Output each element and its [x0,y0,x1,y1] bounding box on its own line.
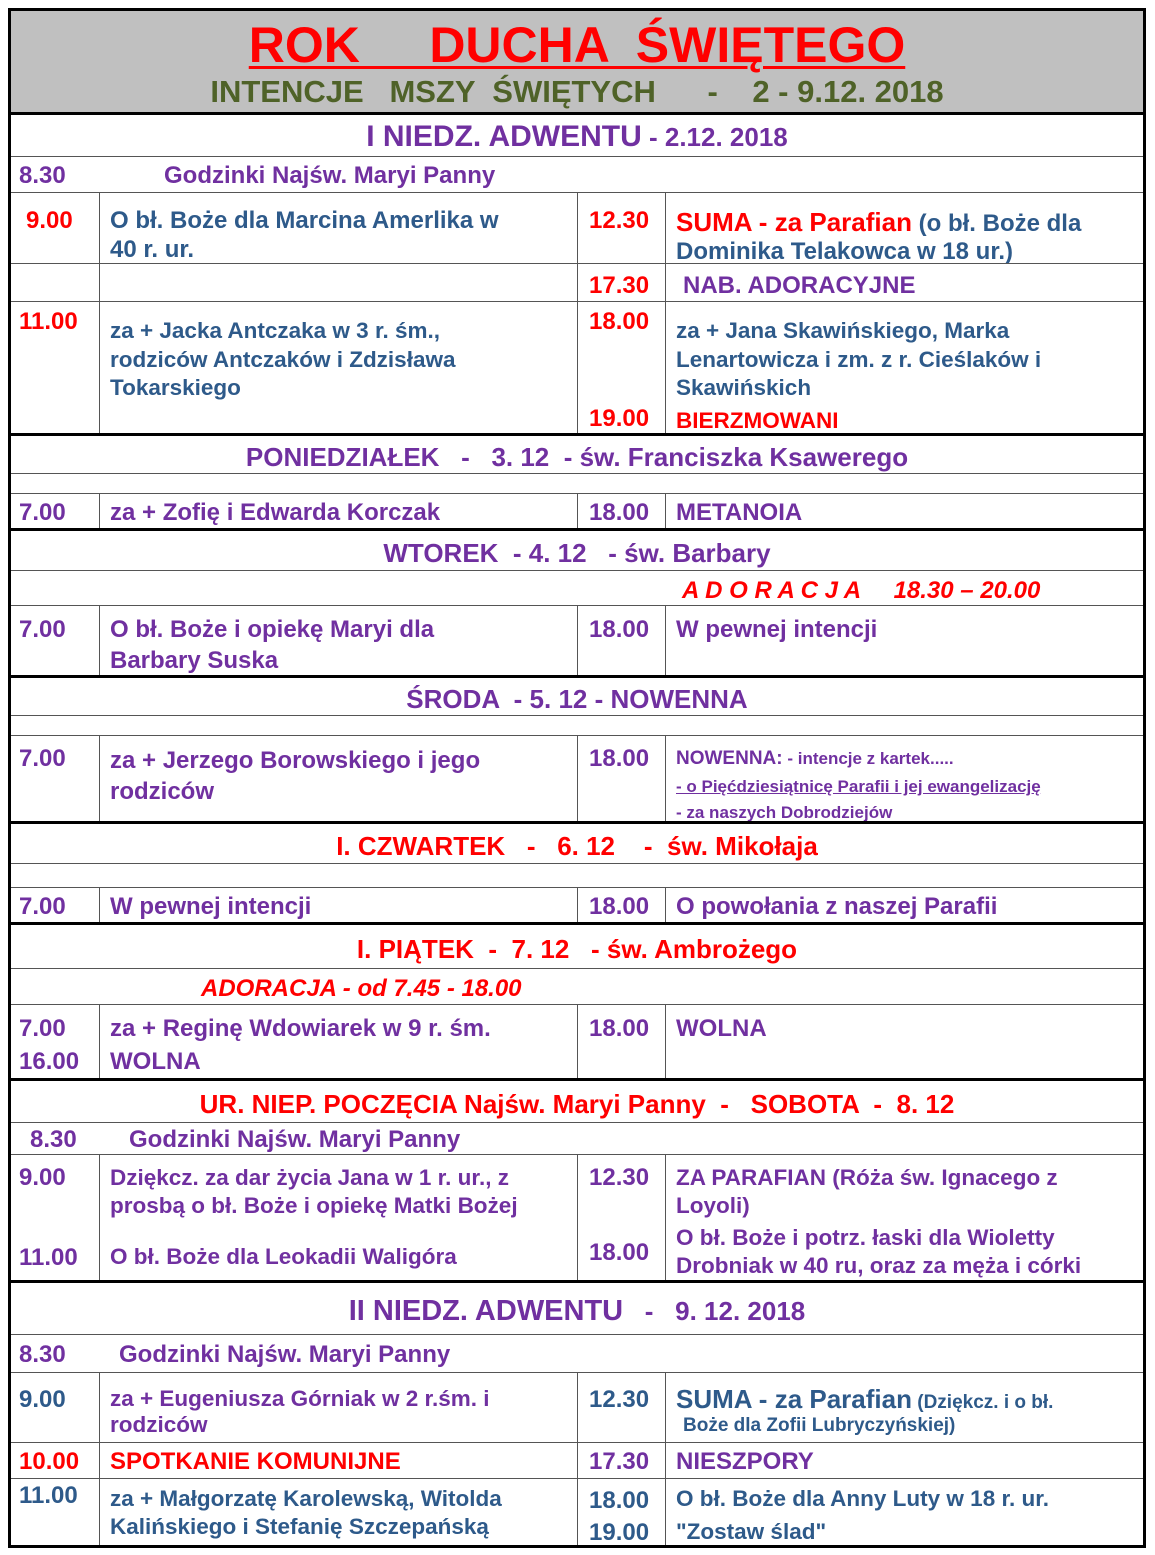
wed-time-am: 7.00 [19,745,66,772]
sun2-time-1900: 19.00 [589,1519,650,1546]
wed-nowenna-l1 [676,748,954,770]
sun2-time-1000: 10.00 [19,1448,80,1475]
sun2-heading-date: - 9. 12. 2018 [623,1296,806,1326]
tue-intent-pm: W pewnej intencji [676,616,878,643]
thu-heading-row [11,821,1143,863]
wed-nowenna-l3: - za naszych Dobrodziejów [676,803,893,822]
sun1-time-900: 9.00 [26,207,73,234]
sun2-time-1800: 18.00 [589,1487,650,1514]
mon-heading: PONIEDZIAŁEK - 3. 12 - św. Franciszka Ksawerego [245,442,909,472]
sun2-time-1730: 17.30 [589,1448,650,1475]
mon-time-am: 7.00 [19,499,66,526]
tue-heading-row [11,528,1143,570]
sun2-intent-1100-l1: za + Małgorzatę Karolewską, Witolda [110,1486,502,1511]
sun1-heading-main: I NIEDZ. ADWENTU [366,120,642,153]
mon-intent-am: za + Zofię i Edwarda Korczak [110,499,441,526]
fri-time-pm: 18.00 [589,1015,650,1042]
sun1-intent-1230-l2: Dominika Telakowca w 18 ur.) [676,238,1014,265]
sun1-intent-1230-l1 [676,207,1081,238]
sun2-intent-900-l2: rodziców [110,1412,208,1437]
thu-time-pm: 18.00 [589,893,650,920]
fri-intent-am: za + Reginę Wdowiarek w 9 r. śm. [110,1015,491,1042]
sun2-time-1230: 12.30 [589,1386,650,1413]
sat-intent-900-l1: Dziękcz. za dar życia Jana w 1 r. ur., z [110,1165,509,1190]
sun1-godzinki-row [11,156,1143,192]
sun1-intent-1900: BIERZMOWANI [676,408,839,433]
sun1-intent-1800-l1: za + Jana Skawińskiego, Marka [676,318,1010,343]
mon-intent-pm: METANOIA [676,499,803,526]
thu-heading: I. CZWARTEK - 6. 12 - św. Mikołaja [336,831,818,861]
thu-time-am: 7.00 [19,893,66,920]
sun1-time-1100: 11.00 [19,308,78,335]
sun2-row-1000 [11,1442,1143,1478]
thu-intent-pm: O powołania z naszej Parafii [676,893,998,920]
sun2-row-1100 [11,1478,1143,1545]
tue-heading: WTOREK - 4. 12 - św. Barbary [383,538,771,568]
wed-heading-row [11,675,1143,715]
wed-heading: ŚRODA - 5. 12 - NOWENNA [406,684,748,714]
sun1-suma: SUMA - za Parafian [676,207,912,237]
sun2-time-900: 9.00 [19,1386,66,1413]
fri-adoracja: ADORACJA - od 7.45 - 18.00 [201,975,522,1002]
sun1-godzinki-time: 8.30 [19,162,66,189]
fri-heading: I. PIĄTEK - 7. 12 - św. Ambrożego [356,934,798,964]
sat-intent-900-l2: prosbą o bł. Boże i opiekę Matki Bożej [110,1193,518,1218]
fri-time-am: 7.00 [19,1015,66,1042]
sat-row [11,1154,1143,1280]
fri-time-1600: 16.00 [19,1048,80,1075]
sun2-intent-1800: O bł. Boże dla Anny Luty w 18 r. ur. [676,1486,1049,1511]
sun1-suma-paren: (o bł. Boże dla [911,210,1082,237]
sun2-intent-900-l1: za + Eugeniusza Górniak w 2 r.śm. i [110,1386,490,1411]
wed-intent-am-l2: rodziców [110,778,215,805]
sun2-row-900 [11,1372,1143,1442]
wed-nowenna-l2: - o Pięćdziesiątnicę Parafii i jej ewangelizację [676,777,1041,796]
sun2-intent-1900: "Zostaw ślad" [676,1519,827,1544]
sun2-intent-1100-l2: Kalińskiego i Stefanię Szczepańską [110,1514,489,1539]
page-title: ROK DUCHA ŚWIĘTEGO [248,17,906,73]
sun2-godzinki-time: 8.30 [19,1341,66,1368]
fri-row [11,1004,1143,1078]
sun2-suma-paren: (Dziękcz. i o bł. [911,1392,1054,1413]
mon-spacer [11,473,1143,493]
sun1-intent-1800-l2: Lenartowicza i zm. z r. Cieślaków i [676,347,1042,372]
sat-godzinki-row [11,1122,1143,1154]
sun1-intent-900-l1: O bł. Boże dla Marcina Amerlika w [110,207,499,234]
sun2-intent-1730: NIESZPORY [676,1448,814,1475]
sat-heading-row [11,1078,1143,1122]
sat-godzinki-text: Godzinki Najśw. Maryi Panny [129,1126,461,1153]
sun1-intent-1100-l3: Tokarskiego [110,375,241,400]
wed-nowenna-text1: - intencje z kartek..... [782,749,954,768]
tue-intent-am-l2: Barbary Suska [110,647,279,674]
sat-godzinki-time: 8.30 [30,1126,77,1153]
sun2-intent-1230-l2: Boże dla Zofii Lubryczyńskiej) [683,1415,956,1436]
sun2-time-1100: 11.00 [19,1482,78,1509]
sun2-heading [11,1280,1143,1334]
sat-time-1800: 18.00 [589,1239,650,1266]
fri-intent-pm: WOLNA [676,1015,767,1042]
sun1-row-1100 [11,301,1143,433]
sat-intent-1230-l2: Loyoli) [676,1193,750,1218]
sun2-intent-1230-l1 [676,1384,1053,1415]
sun1-heading-date: - 2.12. 2018 [641,122,788,152]
page-subtitle: INTENCJE MSZY ŚWIĘTYCH - 2 - 9.12. 2018 [210,74,944,109]
sat-time-1230: 12.30 [589,1164,650,1191]
thu-row [11,887,1143,922]
sat-heading: UR. NIEP. POCZĘCIA Najśw. Maryi Panny - SOBOTA - 8. 12 [199,1089,955,1119]
sat-intent-1800-l2: Drobniak w 40 ru, oraz za męża i córki [676,1253,1082,1278]
tue-row [11,605,1143,675]
wed-spacer [11,715,1143,735]
wed-row [11,735,1143,821]
sat-time-1100: 11.00 [19,1244,78,1271]
header-banner [11,11,1143,112]
sun1-row-1730 [11,263,1143,301]
tue-adoracja-row [11,570,1143,605]
fri-adoracja-row [11,968,1143,1004]
sun1-time-1900: 19.00 [589,405,650,432]
thu-intent-am: W pewnej intencji [110,893,312,920]
sun2-intent-1000: SPOTKANIE KOMUNIJNE [110,1448,401,1475]
sun1-intent-1100-l2: rodziców Antczaków i Zdzisława [110,347,456,372]
tue-adoracja: A D O R A C J A 18.30 – 20.00 [682,577,1041,604]
tue-intent-am-l1: O bł. Boże i opiekę Maryi dla [110,616,435,643]
sun1-time-1800: 18.00 [589,308,650,335]
mon-row [11,493,1143,528]
sun1-time-1730: 17.30 [589,272,650,299]
fri-intent-1600: WOLNA [110,1048,201,1075]
sun1-row-900 [11,192,1143,263]
sun1-heading [11,112,1143,156]
tue-time-pm: 18.00 [589,616,650,643]
sat-intent-1230-l1: ZA PARAFIAN (Róża św. Ignacego z [676,1165,1058,1190]
wed-intent-am-l1: za + Jerzego Borowskiego i jego [110,747,481,774]
sat-intent-1800-l1: O bł. Boże i potrz. łaski dla Wioletty [676,1225,1055,1250]
tue-time-am: 7.00 [19,616,66,643]
sun1-intent-1100-l1: za + Jacka Antczaka w 3 r. śm., [110,318,440,343]
sun1-time-1230: 12.30 [589,207,650,234]
mon-heading-row [11,433,1143,473]
sun1-intent-1800-l3: Skawińskich [676,375,812,400]
sun2-heading-main: II NIEDZ. ADWENTU [348,1295,624,1327]
wed-nowenna-label: NOWENNA: [676,748,783,769]
sat-time-900: 9.00 [19,1164,66,1191]
sun1-godzinki-text: Godzinki Najśw. Maryi Panny [164,162,496,189]
sun2-godzinki-row [11,1334,1143,1372]
sat-intent-1100: O bł. Boże dla Leokadii Waligóra [110,1244,457,1269]
sun2-godzinki-text: Godzinki Najśw. Maryi Panny [119,1341,451,1368]
wed-time-pm: 18.00 [589,745,650,772]
sun1-intent-1730: NAB. ADORACYJNE [683,272,916,299]
sun2-suma: SUMA - za Parafian [676,1384,912,1414]
fri-heading-row [11,922,1143,968]
thu-spacer [11,863,1143,887]
intentions-sheet [8,8,1146,1548]
sun1-intent-900-l2: 40 r. ur. [110,236,195,263]
mon-time-pm: 18.00 [589,499,650,526]
